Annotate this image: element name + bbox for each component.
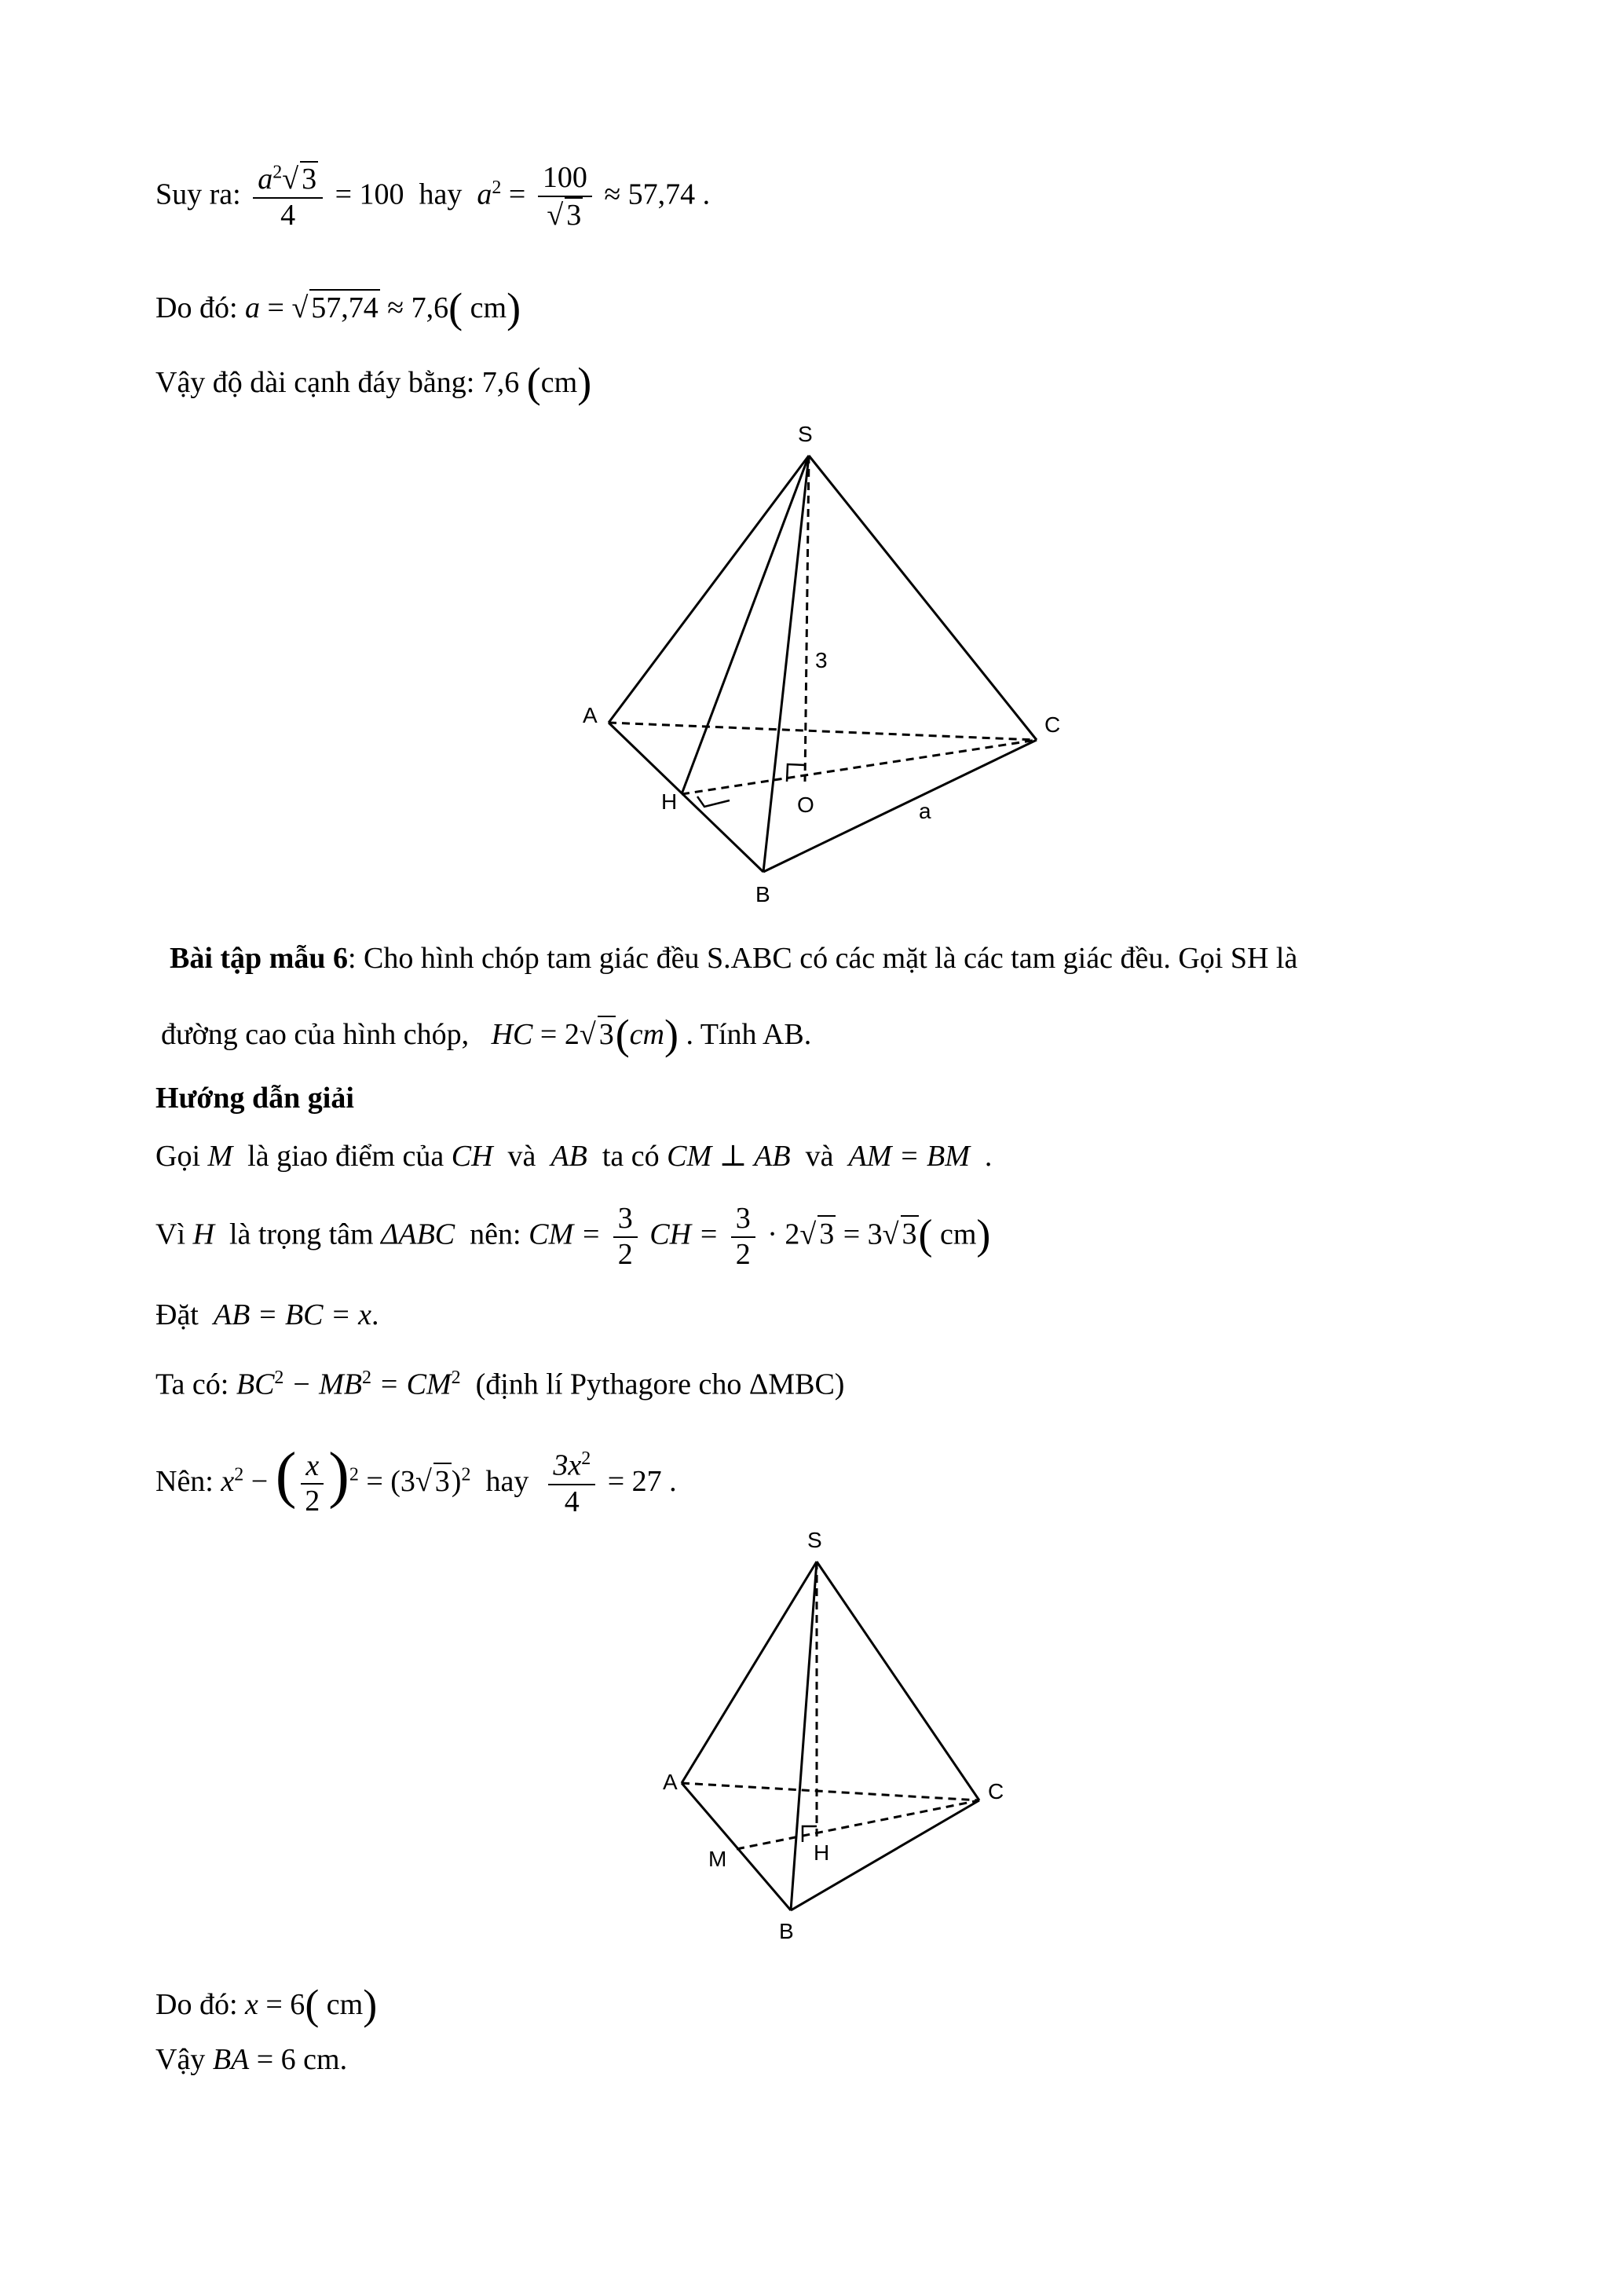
label-H: H: [814, 1840, 830, 1865]
label-C: C: [1044, 712, 1061, 737]
label-S: S: [798, 422, 813, 446]
pyramid-figure-1: [550, 416, 1099, 919]
label-B: B: [755, 882, 770, 906]
label-S: S: [807, 1528, 822, 1552]
label-B: B: [779, 1919, 794, 1943]
label-H: H: [661, 789, 678, 814]
equation-line-2: Do đó: a = √ 57,74 ≈ 7,6( cm): [155, 284, 521, 331]
edge-SC: [817, 1562, 979, 1800]
fraction-area: $\frac{a^2√ 3}{4}$: [253, 161, 323, 233]
solution-line-6: Do đó: x = 6( cm): [155, 1981, 378, 2028]
label-A: A: [663, 1770, 678, 1794]
height-SO: [805, 456, 809, 782]
exercise-line-2: đường cao của hình chóp, HC = 2√ 3(cm) . Tính AB.: [161, 1011, 812, 1058]
segment-MC: [737, 1800, 979, 1849]
label-A: A: [583, 703, 598, 727]
equation-line-1: Suy ra: $\frac{a^2√ 3}{4}$ = 100 hay $a^2$ = $\frac{100}{√ 3}$ ≈ 57,74 .: [155, 161, 711, 232]
edge-AC: [682, 1783, 979, 1800]
label-side: a: [919, 799, 931, 823]
exercise-line-1: Bài tập mẫu 6: Cho hình chóp tam giác đều S.ABC có các mặt là các tam giác đều. Gọi SH là: [170, 942, 1298, 975]
pyramid-figure-2: [628, 1524, 1068, 1964]
label-height: 3: [815, 648, 828, 672]
label-M: M: [708, 1847, 727, 1871]
solution-line-3: Đặt AB = BC = x.: [155, 1298, 379, 1331]
right-angle-H: [697, 796, 730, 807]
solution-heading: Hướng dẫn giải: [155, 1082, 354, 1115]
edge-AC: [609, 723, 1037, 740]
edge-AB: [682, 1783, 791, 1910]
label-O: O: [797, 793, 814, 817]
edge-SC: [809, 456, 1037, 740]
fraction-100-root3: $\frac{100}{√ 3}$: [538, 161, 592, 233]
solution-line-4: Ta có: $BC^2 - MB^2 = CM^2$ (định lí Pythagore cho ΔMBC): [155, 1368, 845, 1401]
solution-line-5: Nên: $x^2$ − ( $\frac{x}{2}$ )$^2$ = (3√ 3)$^2$ hay $\frac{3x^2}{4}$ = 27 .: [155, 1441, 677, 1518]
right-angle-O: [787, 764, 805, 782]
solution-line-1: Gọi M là giao điểm của CH và AB ta có CM ⊥ AB và AM = BM .: [155, 1140, 993, 1173]
label-C: C: [988, 1779, 1004, 1803]
edge-AB: [609, 723, 763, 872]
conclusion-line: Vậy độ dài cạnh đáy bằng: 7,6 (cm): [155, 359, 592, 406]
segment-HC: [682, 740, 1037, 794]
solution-line-7: Vậy BA = 6 cm.: [155, 2043, 348, 2076]
edge-SA: [609, 456, 809, 723]
exercise-title: Bài tập mẫu 6: [170, 942, 348, 975]
solution-line-2: Vì H là trọng tâm ΔABC nên: CM = $\frac{3}{2}$ CH = $\frac{3}{2}$ · 2√ 3 = 3√ 3( cm): [155, 1202, 991, 1271]
edge-SA: [682, 1562, 817, 1783]
